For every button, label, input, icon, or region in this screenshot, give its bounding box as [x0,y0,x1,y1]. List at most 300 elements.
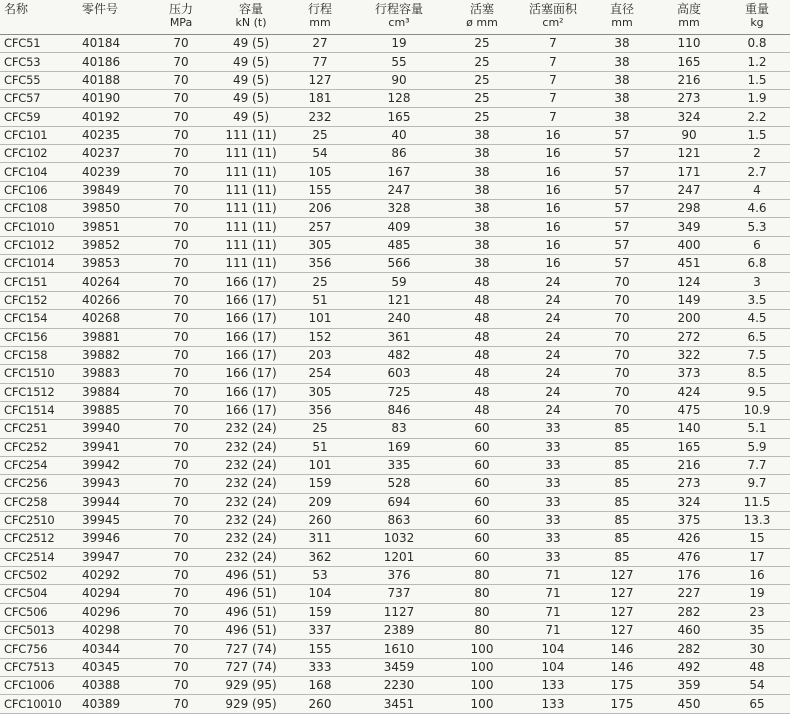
cell-weight: 0.8 [747,36,767,51]
cell-diameter: 127 [610,604,634,619]
cell-height: 476 [677,549,701,564]
cell-weight: 1.5 [747,72,767,87]
cell-diameter: 127 [610,586,634,601]
cell-height: 460 [677,623,701,638]
cell-diameter: 175 [610,678,634,693]
cell-capacity: 111 (11) [225,146,277,161]
cell-part-number: 39883 [82,366,121,381]
cell-diameter: 70 [614,366,630,381]
cell-capacity: 49 (5) [232,72,270,87]
cell-name: CFC251 [4,421,48,436]
cell-stroke-volume: 376 [387,568,411,583]
cell-diameter: 57 [614,201,630,216]
cell-pressure: 70 [173,72,189,87]
cell-diameter: 85 [614,531,630,546]
cell-pressure: 70 [173,54,189,69]
cell-part-number: 39943 [82,476,121,491]
cell-name: CFC106 [4,182,48,197]
cell-capacity: 49 (5) [232,36,270,51]
cell-diameter: 70 [614,292,630,307]
cell-name: CFC10010 [4,696,62,711]
cell-stroke: 356 [308,256,332,271]
cell-stroke: 206 [308,201,332,216]
cell-height: 451 [677,256,701,271]
cell-name: CFC1512 [4,384,55,399]
table-row [0,273,790,291]
table-row [0,126,790,144]
cell-name: CFC5013 [4,623,55,638]
cell-weight: 48 [749,659,765,674]
cell-name: CFC151 [4,274,48,289]
cell-weight: 7.7 [747,458,767,473]
cell-part-number: 39945 [82,513,121,528]
cell-diameter: 85 [614,513,630,528]
cell-stroke: 209 [308,494,332,509]
cell-stroke: 27 [312,36,328,51]
cell-piston-area: 7 [549,54,557,69]
cell-diameter: 85 [614,494,630,509]
cell-stroke-volume: 83 [391,421,407,436]
table-row [0,35,790,53]
cell-stroke: 51 [312,439,328,454]
cell-piston: 80 [474,623,490,638]
cell-weight: 6.5 [747,329,767,344]
cell-height: 359 [677,678,701,693]
cell-part-number: 39851 [82,219,121,234]
table-row [0,603,790,621]
cell-name: CFC504 [4,586,48,601]
cell-name: CFC156 [4,329,48,344]
cell-diameter: 38 [614,91,630,106]
table-row [0,108,790,126]
cell-weight: 9.5 [747,384,767,399]
table-row [0,53,790,71]
cell-stroke: 159 [308,604,332,619]
cell-stroke: 25 [312,421,328,436]
cell-piston: 100 [470,678,494,693]
cell-stroke: 104 [308,586,332,601]
cell-capacity: 727 (74) [225,659,277,674]
cell-pressure: 70 [173,476,189,491]
cell-capacity: 232 (24) [225,549,277,564]
cell-piston-area: 133 [541,678,565,693]
cell-pressure: 70 [173,421,189,436]
cell-capacity: 727 (74) [225,641,277,656]
cell-stroke: 25 [312,274,328,289]
table-body [0,35,790,714]
header-label: 高度 [676,2,701,16]
cell-pressure: 70 [173,164,189,179]
cell-piston-area: 16 [545,182,561,197]
header-label: 行程 [307,2,332,16]
cell-piston-area: 24 [545,348,561,363]
cell-pressure: 70 [173,256,189,271]
cell-part-number: 39942 [82,458,121,473]
table-row [0,181,790,199]
header-capacity [212,0,290,35]
cell-weight: 54 [749,678,765,693]
cell-weight: 5.3 [747,219,767,234]
cell-capacity: 111 (11) [225,201,277,216]
cell-stroke-volume: 59 [391,274,407,289]
cell-capacity: 496 (51) [225,586,277,601]
cell-piston-area: 24 [545,403,561,418]
table-row [0,511,790,529]
cell-height: 140 [677,421,701,436]
cell-weight: 3 [753,274,761,289]
cell-part-number: 39882 [82,348,121,363]
cell-stroke: 168 [308,678,332,693]
cell-piston-area: 33 [545,531,561,546]
cell-stroke: 257 [308,219,332,234]
cell-height: 272 [677,329,701,344]
cell-stroke-volume: 846 [387,403,411,418]
cell-weight: 6.8 [747,256,767,271]
cell-piston: 80 [474,604,490,619]
cell-diameter: 146 [610,659,634,674]
cell-capacity: 232 (24) [225,494,277,509]
header-stroke [290,0,350,35]
cell-piston: 38 [474,164,490,179]
header-piston [448,0,516,35]
cell-height: 426 [677,531,701,546]
header-diameter [590,0,654,35]
cell-diameter: 57 [614,164,630,179]
table-row [0,622,790,640]
header-unit: mm [611,16,633,29]
header-name [0,0,78,35]
header-unit: MPa [169,16,193,29]
cell-height: 349 [677,219,701,234]
cell-height: 121 [677,146,701,161]
cell-piston-area: 16 [545,127,561,142]
cell-stroke-volume: 3451 [383,696,415,711]
cell-piston: 100 [470,659,494,674]
cell-stroke: 155 [308,182,332,197]
cell-capacity: 496 (51) [225,623,277,638]
cell-height: 110 [677,36,701,51]
cell-capacity: 232 (24) [225,513,277,528]
cell-diameter: 57 [614,182,630,197]
table-row [0,71,790,89]
table-row [0,346,790,364]
cell-pressure: 70 [173,458,189,473]
cell-piston-area: 7 [549,91,557,106]
cell-stroke-volume: 90 [391,72,407,87]
cell-part-number: 40237 [82,146,121,161]
cell-weight: 11.5 [743,494,771,509]
header-unit: kN (t) [235,16,267,29]
cell-part-number: 40345 [82,659,121,674]
cell-stroke: 101 [308,311,332,326]
cell-stroke-volume: 737 [387,586,411,601]
header-row [0,0,790,35]
cell-capacity: 166 (17) [225,311,277,326]
cell-part-number: 40190 [82,91,121,106]
cell-stroke-volume: 485 [387,237,411,252]
cell-stroke: 152 [308,329,332,344]
cell-weight: 2 [753,146,761,161]
table-row [0,255,790,273]
cell-pressure: 70 [173,403,189,418]
cell-pressure: 70 [173,36,189,51]
cell-name: CFC7513 [4,659,55,674]
table-row [0,145,790,163]
cell-piston: 48 [474,348,490,363]
cell-part-number: 40239 [82,164,121,179]
cell-weight: 5.9 [747,439,767,454]
cell-pressure: 70 [173,568,189,583]
cell-name: CFC1006 [4,678,55,693]
cell-capacity: 929 (95) [225,678,277,693]
table-row [0,310,790,328]
cell-stroke-volume: 1032 [383,531,415,546]
cell-pressure: 70 [173,348,189,363]
cell-weight: 13.3 [743,513,771,528]
cell-stroke-volume: 725 [387,384,411,399]
cell-piston-area: 16 [545,164,561,179]
cell-part-number: 40264 [82,274,121,289]
cell-piston: 48 [474,403,490,418]
cell-pressure: 70 [173,127,189,142]
cell-piston: 25 [474,36,490,51]
cell-stroke: 203 [308,348,332,363]
header-label: 直径 [609,2,634,16]
table-row [0,695,790,713]
header-label: 活塞面积 [528,2,577,16]
cell-pressure: 70 [173,219,189,234]
cell-name: CFC2514 [4,549,55,564]
header-label: 名称 [4,2,29,16]
cell-weight: 15 [749,531,765,546]
cell-name: CFC502 [4,568,48,583]
cell-capacity: 232 (24) [225,458,277,473]
cell-height: 324 [677,494,701,509]
cell-part-number: 40296 [82,604,121,619]
cell-part-number: 39946 [82,531,121,546]
cell-height: 373 [677,366,701,381]
header-stroke-volume [350,0,448,35]
cell-weight: 2.2 [747,109,767,124]
cell-diameter: 85 [614,458,630,473]
cell-stroke: 105 [308,164,332,179]
cell-piston-area: 33 [545,476,561,491]
cell-stroke: 337 [308,623,332,638]
cell-height: 171 [677,164,701,179]
cell-piston-area: 24 [545,366,561,381]
cell-piston-area: 16 [545,219,561,234]
cell-diameter: 175 [610,696,634,711]
cell-height: 400 [677,237,701,252]
cell-piston-area: 71 [545,568,561,583]
cell-diameter: 70 [614,348,630,363]
cell-pressure: 70 [173,91,189,106]
cell-stroke: 333 [308,659,332,674]
cell-piston-area: 24 [545,329,561,344]
cell-name: CFC102 [4,146,48,161]
cell-weight: 65 [749,696,765,711]
cell-diameter: 57 [614,219,630,234]
cell-piston: 60 [474,513,490,528]
cell-weight: 4.6 [747,201,767,216]
cell-piston-area: 24 [545,274,561,289]
cell-stroke: 356 [308,403,332,418]
cell-diameter: 57 [614,237,630,252]
cell-height: 149 [677,292,701,307]
cell-part-number: 40294 [82,586,121,601]
cell-diameter: 70 [614,384,630,399]
cell-stroke-volume: 603 [387,366,411,381]
cell-stroke-volume: 247 [387,182,411,197]
cell-stroke-volume: 167 [387,164,411,179]
cell-pressure: 70 [173,311,189,326]
cell-piston: 38 [474,182,490,197]
cell-piston: 80 [474,568,490,583]
cell-piston-area: 104 [541,659,565,674]
header-label: 零件号 [82,2,119,16]
cell-piston-area: 16 [545,201,561,216]
cell-capacity: 49 (5) [232,91,270,106]
cell-piston: 80 [474,586,490,601]
cell-pressure: 70 [173,274,189,289]
cell-height: 273 [677,91,701,106]
cell-stroke-volume: 55 [391,54,407,69]
cell-diameter: 38 [614,109,630,124]
cell-diameter: 57 [614,127,630,142]
cell-diameter: 38 [614,72,630,87]
cell-pressure: 70 [173,384,189,399]
cell-height: 216 [677,458,701,473]
header-label: 重量 [744,2,769,16]
cell-height: 227 [677,586,701,601]
table-row [0,163,790,181]
table-row [0,677,790,695]
cell-name: CFC55 [4,72,41,87]
cell-weight: 1.9 [747,91,767,106]
header-height [654,0,724,35]
cell-name: CFC158 [4,348,48,363]
table-row [0,438,790,456]
cell-part-number: 40188 [82,72,121,87]
cell-pressure: 70 [173,494,189,509]
cell-stroke: 254 [308,366,332,381]
cell-pressure: 70 [173,146,189,161]
cell-stroke: 25 [312,127,328,142]
cell-piston-area: 16 [545,146,561,161]
cell-pressure: 70 [173,531,189,546]
cell-diameter: 85 [614,476,630,491]
cell-piston: 25 [474,72,490,87]
cell-stroke-volume: 1127 [383,604,415,619]
cell-stroke-volume: 169 [387,439,411,454]
cell-piston-area: 71 [545,604,561,619]
cell-diameter: 38 [614,54,630,69]
cell-height: 492 [677,659,701,674]
cell-stroke: 51 [312,292,328,307]
cell-height: 247 [677,182,701,197]
cell-diameter: 57 [614,146,630,161]
cell-capacity: 929 (95) [225,696,277,711]
cell-piston: 60 [474,476,490,491]
table-row [0,640,790,658]
cell-stroke-volume: 328 [387,201,411,216]
cell-piston: 48 [474,366,490,381]
cell-piston: 48 [474,329,490,344]
cell-part-number: 39884 [82,384,121,399]
cell-height: 375 [677,513,701,528]
cell-capacity: 166 (17) [225,292,277,307]
cell-piston: 38 [474,219,490,234]
cell-capacity: 111 (11) [225,256,277,271]
cell-name: CFC59 [4,109,41,124]
cell-name: CFC108 [4,201,48,216]
table-row [0,530,790,548]
cell-piston-area: 7 [549,72,557,87]
header-pressure [150,0,212,35]
cell-part-number: 39850 [82,201,121,216]
table-row [0,493,790,511]
cell-weight: 7.5 [747,348,767,363]
cell-stroke-volume: 863 [387,513,411,528]
cell-diameter: 70 [614,329,630,344]
table-row [0,456,790,474]
cell-part-number: 39940 [82,421,121,436]
cell-weight: 1.5 [747,127,767,142]
header-unit: cm³ [388,16,410,29]
cell-height: 176 [677,568,701,583]
cell-stroke: 155 [308,641,332,656]
table-row [0,475,790,493]
cell-diameter: 85 [614,421,630,436]
cell-name: CFC256 [4,476,48,491]
cell-capacity: 232 (24) [225,439,277,454]
cell-piston: 100 [470,696,494,711]
cell-stroke: 54 [312,146,328,161]
header-label: 行程容量 [374,2,423,16]
table-row [0,218,790,236]
cell-pressure: 70 [173,329,189,344]
cell-stroke: 260 [308,513,332,528]
header-piston-area [516,0,590,35]
cell-stroke-volume: 240 [387,311,411,326]
cell-piston: 60 [474,531,490,546]
cell-diameter: 70 [614,403,630,418]
cell-pressure: 70 [173,182,189,197]
cell-part-number: 40344 [82,641,121,656]
cell-weight: 17 [749,549,765,564]
cell-pressure: 70 [173,366,189,381]
cell-stroke-volume: 361 [387,329,411,344]
cell-part-number: 40268 [82,311,121,326]
cell-height: 298 [677,201,701,216]
cell-name: CFC1010 [4,219,55,234]
cell-stroke-volume: 694 [387,494,411,509]
cell-weight: 23 [749,604,765,619]
cell-height: 90 [681,127,697,142]
cell-stroke-volume: 165 [387,109,411,124]
cell-name: CFC51 [4,36,41,51]
cell-part-number: 39849 [82,182,121,197]
cell-stroke: 305 [308,384,332,399]
cell-name: CFC101 [4,127,48,142]
cell-height: 475 [677,403,701,418]
cell-height: 282 [677,604,701,619]
cell-capacity: 232 (24) [225,476,277,491]
table-row [0,401,790,419]
cell-name: CFC53 [4,54,41,69]
cell-weight: 2.7 [747,164,767,179]
cell-weight: 8.5 [747,366,767,381]
